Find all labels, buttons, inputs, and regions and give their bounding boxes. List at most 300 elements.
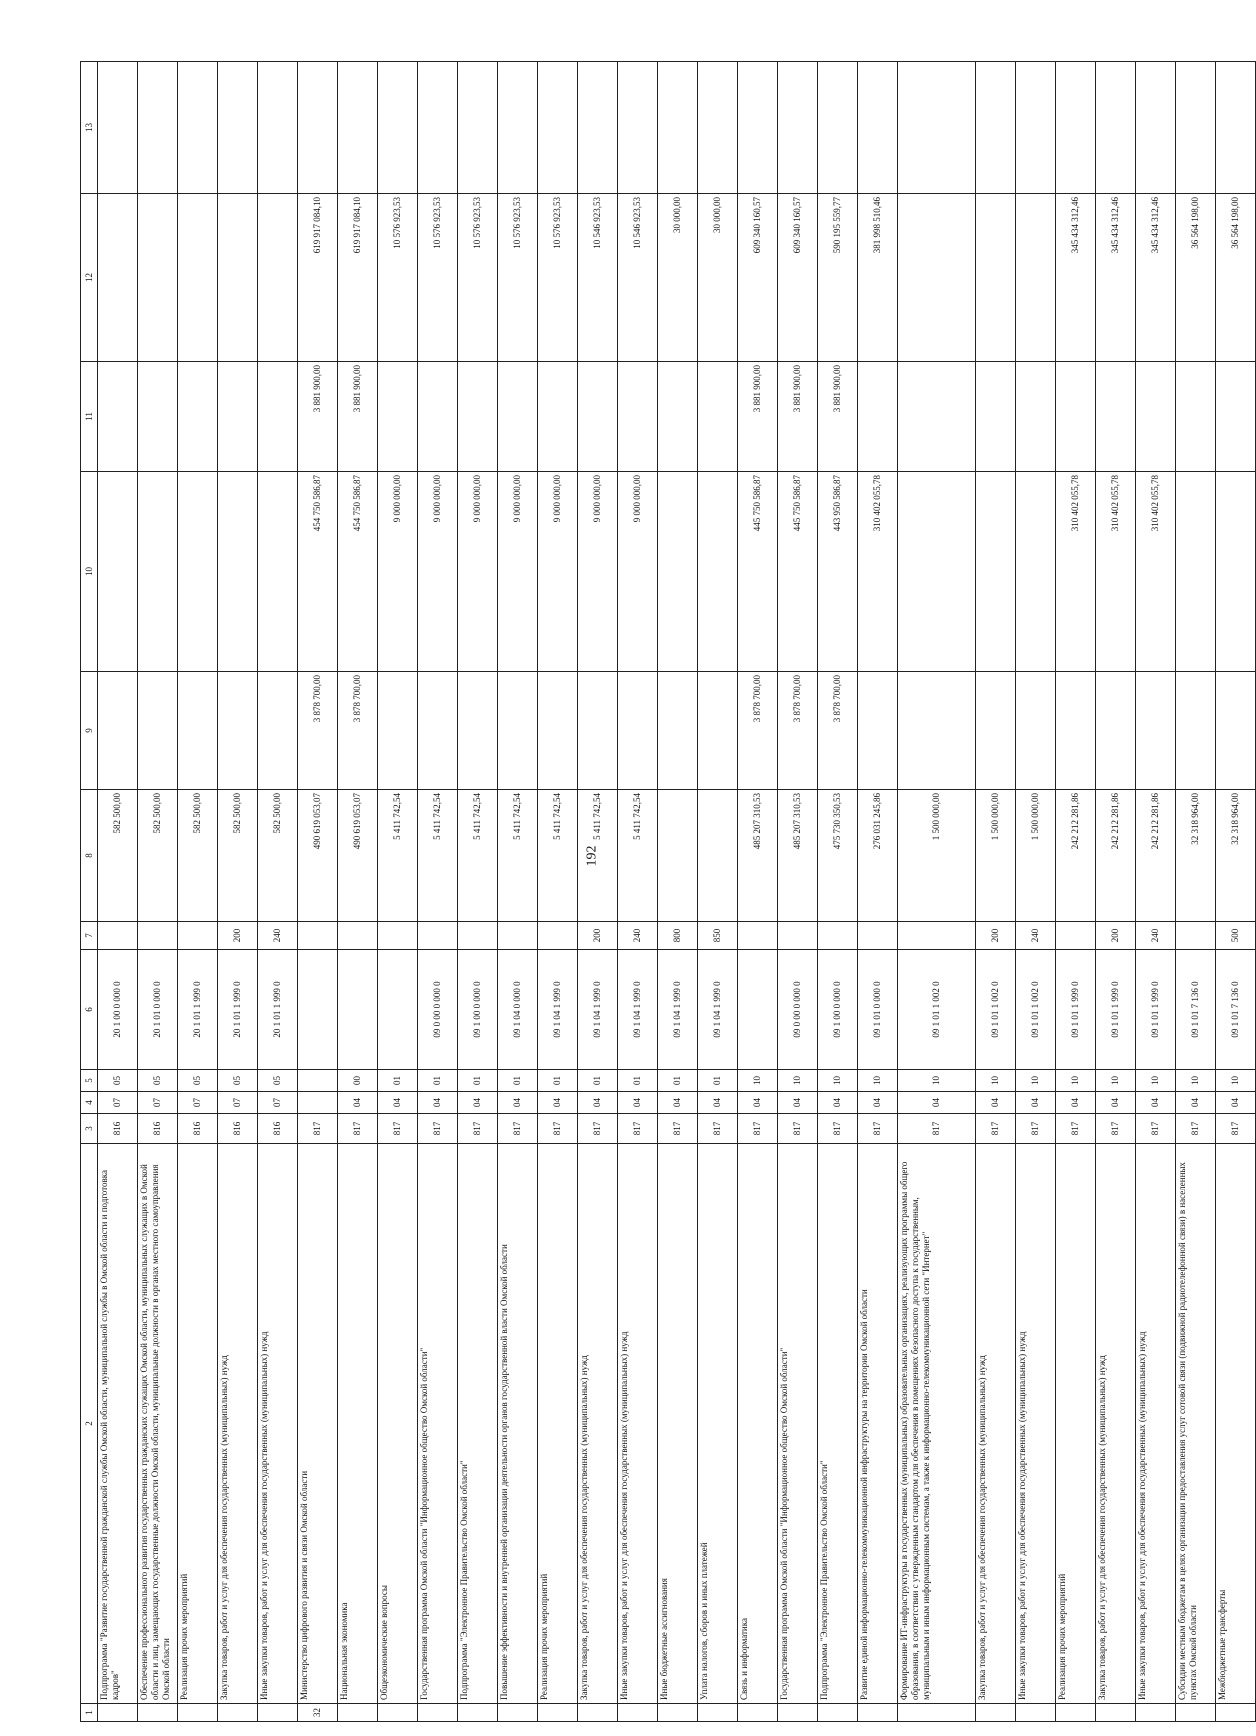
subsection-code-cell: 05 [258, 1070, 298, 1092]
amount-col10-cell [138, 472, 178, 672]
amount-col12-cell: 381 998 510,46 [858, 194, 898, 362]
subsection-code-cell: 10 [1176, 1070, 1216, 1092]
amount-col12-cell: 10 546 923,53 [578, 194, 618, 362]
amount-col9-cell [498, 672, 538, 790]
col-header: 5 [81, 1070, 98, 1092]
amount-col8-cell: 276 031 245,86 [858, 790, 898, 922]
amount-col11-cell [138, 362, 178, 472]
expense-type-cell [778, 922, 818, 950]
amount-col10-cell: 9 000 000,00 [458, 472, 498, 672]
amount-col8-cell: 5 411 742,54 [578, 790, 618, 922]
item-name-cell: Подпрограмма "Развитие государственной гражданской службы Омской области, муниципальной службы в Омской области и подготовка кадров" [98, 1144, 138, 1704]
row-number-cell [1216, 1704, 1256, 1722]
table-row [738, 62, 778, 1722]
target-article-cell: 09 1 01 1 999 0 [1136, 950, 1176, 1070]
amount-col8-cell: 242 212 281,86 [1136, 790, 1176, 922]
amount-col13-cell [138, 62, 178, 194]
amount-col12-cell: 10 546 923,53 [618, 194, 658, 362]
table-row [538, 62, 578, 1722]
section-code-cell: 04 [1176, 1092, 1216, 1114]
amount-col13-cell [778, 62, 818, 194]
item-name-cell: Министерство цифрового развития и связи Омской области [298, 1144, 338, 1704]
amount-col11-cell [418, 362, 458, 472]
amount-col12-cell: 36 564 198,00 [1216, 194, 1256, 362]
item-name-cell: Общеэкономические вопросы [378, 1144, 418, 1704]
expense-type-cell: 200 [976, 922, 1016, 950]
item-name-cell: Связь и информатика [738, 1144, 778, 1704]
amount-col9-cell [538, 672, 578, 790]
subsection-code-cell: 10 [1056, 1070, 1096, 1092]
section-code-cell: 04 [1056, 1092, 1096, 1114]
amount-col12-cell: 10 576 923,53 [458, 194, 498, 362]
row-number-cell [98, 1704, 138, 1722]
amount-col13-cell [1136, 62, 1176, 194]
amount-col9-cell [1216, 672, 1256, 790]
department-code-cell: 817 [738, 1114, 778, 1144]
amount-col9-cell [858, 672, 898, 790]
amount-col13-cell [498, 62, 538, 194]
amount-col12-cell: 590 195 559,77 [818, 194, 858, 362]
amount-col13-cell [458, 62, 498, 194]
item-name-cell: Закупка товаров, работ и услуг для обеспечения государственных (муниципальных) нужд [976, 1144, 1016, 1704]
item-name-cell: Реализация прочих мероприятий [1056, 1144, 1096, 1704]
item-name-cell: Подпрограмма "Электронное Правительство Омской области" [818, 1144, 858, 1704]
amount-col8-cell: 1 500 000,00 [1016, 790, 1056, 922]
row-number-cell [1136, 1704, 1176, 1722]
item-name-cell: Закупка товаров, работ и услуг для обеспечения государственных (муниципальных) нужд [578, 1144, 618, 1704]
subsection-code-cell: 10 [778, 1070, 818, 1092]
subsection-code-cell: 01 [538, 1070, 578, 1092]
amount-col9-cell: 3 878 700,00 [818, 672, 858, 790]
amount-col10-cell: 310 402 055,78 [1056, 472, 1096, 672]
amount-col12-cell [178, 194, 218, 362]
amount-col13-cell [1016, 62, 1056, 194]
amount-col10-cell: 310 402 055,78 [858, 472, 898, 672]
table-row [1016, 62, 1056, 1722]
section-code-cell: 07 [218, 1092, 258, 1114]
row-number-cell [178, 1704, 218, 1722]
amount-col9-cell [976, 672, 1016, 790]
row-number-cell [458, 1704, 498, 1722]
expense-type-cell: 240 [258, 922, 298, 950]
section-code-cell: 04 [898, 1092, 976, 1114]
department-code-cell: 817 [1056, 1114, 1096, 1144]
amount-col9-cell [1176, 672, 1216, 790]
col-header: 6 [81, 950, 98, 1070]
section-code-cell: 04 [858, 1092, 898, 1114]
amount-col8-cell: 1 500 000,00 [976, 790, 1016, 922]
amount-col11-cell [378, 362, 418, 472]
table-row [898, 62, 976, 1722]
amount-col9-cell [378, 672, 418, 790]
department-code-cell: 817 [658, 1114, 698, 1144]
amount-col8-cell: 582 500,00 [258, 790, 298, 922]
department-code-cell: 817 [618, 1114, 658, 1144]
amount-col11-cell [1176, 362, 1216, 472]
row-number-cell [698, 1704, 738, 1722]
subsection-code-cell: 10 [858, 1070, 898, 1092]
row-number-cell [618, 1704, 658, 1722]
item-name-cell: Обеспечение профессионального развития государственных гражданских служащих Омской области, муниципальных служащих в Омской области и лиц, замещающих государственные должности Омской области, муниципальные должности в органах местного самоуправления Омской области [138, 1144, 178, 1704]
amount-col9-cell: 3 878 700,00 [338, 672, 378, 790]
table-row [1216, 62, 1256, 1722]
department-code-cell: 817 [898, 1114, 976, 1144]
item-name-cell: Закупка товаров, работ и услуг для обеспечения государственных (муниципальных) нужд [218, 1144, 258, 1704]
department-code-cell: 817 [858, 1114, 898, 1144]
section-code-cell: 07 [138, 1092, 178, 1114]
expense-type-cell [898, 922, 976, 950]
table-row [1056, 62, 1096, 1722]
target-article-cell: 09 1 01 0 000 0 [858, 950, 898, 1070]
amount-col13-cell [1096, 62, 1136, 194]
amount-col11-cell: 3 881 900,00 [338, 362, 378, 472]
subsection-code-cell: 10 [898, 1070, 976, 1092]
item-name-cell: Реализация прочих мероприятий [538, 1144, 578, 1704]
target-article-cell: 20 1 00 0 000 0 [98, 950, 138, 1070]
amount-col12-cell: 345 434 312,46 [1096, 194, 1136, 362]
amount-col11-cell: 3 881 900,00 [738, 362, 778, 472]
amount-col13-cell [338, 62, 378, 194]
target-article-cell: 20 1 01 1 999 0 [258, 950, 298, 1070]
item-name-cell: Национальная экономика [338, 1144, 378, 1704]
amount-col10-cell: 443 950 586,87 [818, 472, 858, 672]
target-article-cell: 09 1 01 1 002 0 [1016, 950, 1056, 1070]
amount-col8-cell: 582 500,00 [178, 790, 218, 922]
amount-col8-cell: 32 318 964,00 [1216, 790, 1256, 922]
row-number-cell [778, 1704, 818, 1722]
table-row [378, 62, 418, 1722]
row-number-cell [658, 1704, 698, 1722]
expense-type-cell [378, 922, 418, 950]
table-row [578, 62, 618, 1722]
amount-col9-cell [658, 672, 698, 790]
section-code-cell: 04 [618, 1092, 658, 1114]
section-code-cell: 04 [698, 1092, 738, 1114]
amount-col12-cell [258, 194, 298, 362]
amount-col12-cell: 30 000,00 [698, 194, 738, 362]
amount-col8-cell: 490 619 053,07 [298, 790, 338, 922]
amount-col11-cell [898, 362, 976, 472]
section-code-cell: 07 [258, 1092, 298, 1114]
amount-col8-cell: 582 500,00 [98, 790, 138, 922]
section-code-cell: 04 [818, 1092, 858, 1114]
amount-col9-cell [1056, 672, 1096, 790]
target-article-cell: 09 1 04 1 999 0 [698, 950, 738, 1070]
amount-col9-cell [258, 672, 298, 790]
item-name-cell: Формирование ИТ-инфраструктуры в государственных (муниципальных) образовательных организациях, реализующих программы общего образования, в соответствии с утвержденным стандартом для обеспечения в помещениях безопасного доступа к государственным, муниципальным и иным информационным системам, а также к информационно-телекоммуникационной сети "Интернет" [898, 1144, 976, 1704]
amount-col8-cell: 475 730 350,53 [818, 790, 858, 922]
subsection-code-cell: 01 [378, 1070, 418, 1092]
target-article-cell: 09 1 01 1 002 0 [976, 950, 1016, 1070]
amount-col10-cell: 9 000 000,00 [578, 472, 618, 672]
amount-col12-cell: 345 434 312,46 [1136, 194, 1176, 362]
table-row [98, 62, 138, 1722]
expense-type-cell [538, 922, 578, 950]
department-code-cell: 817 [778, 1114, 818, 1144]
item-name-cell: Государственная программа Омской области "Информационное общество Омской области" [778, 1144, 818, 1704]
table-row [458, 62, 498, 1722]
amount-col10-cell: 9 000 000,00 [378, 472, 418, 672]
amount-col13-cell [378, 62, 418, 194]
amount-col9-cell [578, 672, 618, 790]
page-number: 192 [584, 845, 600, 867]
subsection-code-cell: 00 [338, 1070, 378, 1092]
amount-col11-cell [178, 362, 218, 472]
amount-col13-cell [618, 62, 658, 194]
amount-col13-cell [258, 62, 298, 194]
section-code-cell: 04 [578, 1092, 618, 1114]
amount-col13-cell [976, 62, 1016, 194]
amount-col12-cell: 345 434 312,46 [1056, 194, 1096, 362]
section-code-cell [298, 1092, 338, 1114]
col-header: 8 [81, 790, 98, 922]
amount-col8-cell: 485 207 310,53 [778, 790, 818, 922]
section-code-cell: 04 [976, 1092, 1016, 1114]
amount-col13-cell [218, 62, 258, 194]
amount-col12-cell: 36 564 198,00 [1176, 194, 1216, 362]
amount-col8-cell: 5 411 742,54 [618, 790, 658, 922]
item-name-cell: Иные бюджетные ассигнования [658, 1144, 698, 1704]
department-code-cell: 817 [1176, 1114, 1216, 1144]
col-header: 3 [81, 1114, 98, 1144]
subsection-code-cell: 05 [218, 1070, 258, 1092]
amount-col8-cell [698, 790, 738, 922]
department-code-cell: 816 [178, 1114, 218, 1144]
header-row [81, 62, 98, 1722]
amount-col13-cell [898, 62, 976, 194]
col-header: 4 [81, 1092, 98, 1114]
amount-col9-cell [618, 672, 658, 790]
table-row [976, 62, 1016, 1722]
section-code-cell: 07 [178, 1092, 218, 1114]
expense-type-cell: 200 [218, 922, 258, 950]
amount-col10-cell: 9 000 000,00 [418, 472, 458, 672]
target-article-cell: 09 0 00 0 000 0 [778, 950, 818, 1070]
table-row [658, 62, 698, 1722]
target-article-cell: 20 1 01 1 999 0 [218, 950, 258, 1070]
target-article-cell: 09 1 01 7 136 0 [1176, 950, 1216, 1070]
expense-type-cell [818, 922, 858, 950]
department-code-cell: 817 [818, 1114, 858, 1144]
target-article-cell: 09 1 04 1 999 0 [538, 950, 578, 1070]
col-header: 13 [81, 62, 98, 194]
target-article-cell: 20 1 01 0 000 0 [138, 950, 178, 1070]
section-code-cell: 04 [778, 1092, 818, 1114]
rotated-page [80, 62, 1240, 1722]
amount-col13-cell [658, 62, 698, 194]
department-code-cell: 816 [218, 1114, 258, 1144]
target-article-cell: 09 1 04 1 999 0 [618, 950, 658, 1070]
department-code-cell: 816 [258, 1114, 298, 1144]
expense-type-cell: 240 [618, 922, 658, 950]
table-row [1176, 62, 1216, 1722]
department-code-cell: 817 [578, 1114, 618, 1144]
amount-col9-cell [458, 672, 498, 790]
section-code-cell: 04 [418, 1092, 458, 1114]
amount-col8-cell: 490 619 053,07 [338, 790, 378, 922]
expense-type-cell: 200 [578, 922, 618, 950]
amount-col13-cell [698, 62, 738, 194]
subsection-code-cell: 10 [1216, 1070, 1256, 1092]
department-code-cell: 817 [538, 1114, 578, 1144]
section-code-cell: 04 [498, 1092, 538, 1114]
amount-col8-cell: 485 207 310,53 [738, 790, 778, 922]
amount-col9-cell: 3 878 700,00 [738, 672, 778, 790]
amount-col12-cell: 619 917 084,10 [338, 194, 378, 362]
table-row [138, 62, 178, 1722]
section-code-cell: 04 [1016, 1092, 1056, 1114]
amount-col11-cell: 3 881 900,00 [298, 362, 338, 472]
amount-col11-cell [1136, 362, 1176, 472]
col-header: 10 [81, 472, 98, 672]
amount-col10-cell: 9 000 000,00 [618, 472, 658, 672]
amount-col9-cell [898, 672, 976, 790]
amount-col12-cell [1016, 194, 1056, 362]
expense-type-cell [738, 922, 778, 950]
item-name-cell: Реализация прочих мероприятий [178, 1144, 218, 1704]
amount-col8-cell [658, 790, 698, 922]
expense-type-cell [418, 922, 458, 950]
amount-col10-cell: 310 402 055,78 [1096, 472, 1136, 672]
amount-col11-cell [258, 362, 298, 472]
amount-col13-cell [98, 62, 138, 194]
expense-type-cell [298, 922, 338, 950]
expense-type-cell [458, 922, 498, 950]
section-code-cell: 04 [338, 1092, 378, 1114]
amount-col10-cell: 454 750 586,87 [338, 472, 378, 672]
section-code-cell: 04 [378, 1092, 418, 1114]
expense-type-cell [338, 922, 378, 950]
table-row [1136, 62, 1176, 1722]
amount-col9-cell [138, 672, 178, 790]
amount-col9-cell [1136, 672, 1176, 790]
table-row [218, 62, 258, 1722]
item-name-cell: Уплата налогов, сборов и иных платежей [698, 1144, 738, 1704]
amount-col12-cell: 10 576 923,53 [538, 194, 578, 362]
amount-col8-cell: 582 500,00 [218, 790, 258, 922]
subsection-code-cell: 10 [738, 1070, 778, 1092]
department-code-cell: 817 [338, 1114, 378, 1144]
subsection-code-cell: 01 [658, 1070, 698, 1092]
table-row [698, 62, 738, 1722]
subsection-code-cell: 01 [618, 1070, 658, 1092]
target-article-cell: 09 1 01 1 999 0 [1056, 950, 1096, 1070]
amount-col8-cell: 5 411 742,54 [458, 790, 498, 922]
table-row [338, 62, 378, 1722]
table-row [178, 62, 218, 1722]
amount-col12-cell: 10 576 923,53 [418, 194, 458, 362]
section-code-cell: 04 [458, 1092, 498, 1114]
row-number-cell [578, 1704, 618, 1722]
department-code-cell: 817 [1016, 1114, 1056, 1144]
expense-type-cell [138, 922, 178, 950]
amount-col8-cell: 5 411 742,54 [538, 790, 578, 922]
table-row [778, 62, 818, 1722]
table-row [1096, 62, 1136, 1722]
amount-col13-cell [538, 62, 578, 194]
item-name-cell: Закупка товаров, работ и услуг для обеспечения государственных (муниципальных) нужд [1096, 1144, 1136, 1704]
amount-col13-cell [298, 62, 338, 194]
expense-type-cell [858, 922, 898, 950]
amount-col8-cell: 5 411 742,54 [378, 790, 418, 922]
row-number-cell [818, 1704, 858, 1722]
item-name-cell: Иные закупки товаров, работ и услуг для обеспечения государственных (муниципальных) нужд [618, 1144, 658, 1704]
row-number-cell [1096, 1704, 1136, 1722]
subsection-code-cell: 01 [458, 1070, 498, 1092]
amount-col10-cell [258, 472, 298, 672]
item-name-cell: Иные закупки товаров, работ и услуг для обеспечения государственных (муниципальных) нужд [258, 1144, 298, 1704]
item-name-cell: Государственная программа Омской области "Информационное общество Омской области" [418, 1144, 458, 1704]
row-number-cell [218, 1704, 258, 1722]
target-article-cell: 09 1 04 1 999 0 [578, 950, 618, 1070]
amount-col9-cell [418, 672, 458, 790]
subsection-code-cell: 10 [818, 1070, 858, 1092]
table-row [818, 62, 858, 1722]
table-row [298, 62, 338, 1722]
amount-col11-cell [976, 362, 1016, 472]
row-number-cell [898, 1704, 976, 1722]
amount-col9-cell [1096, 672, 1136, 790]
target-article-cell: 09 1 01 1 999 0 [1096, 950, 1136, 1070]
amount-col11-cell [458, 362, 498, 472]
subsection-code-cell: 10 [976, 1070, 1016, 1092]
table-row [258, 62, 298, 1722]
amount-col12-cell [138, 194, 178, 362]
col-header: 12 [81, 194, 98, 362]
department-code-cell: 817 [378, 1114, 418, 1144]
row-number-cell [498, 1704, 538, 1722]
expense-type-cell: 240 [1016, 922, 1056, 950]
amount-col12-cell [898, 194, 976, 362]
item-name-cell: Иные закупки товаров, работ и услуг для обеспечения государственных (муниципальных) нужд [1016, 1144, 1056, 1704]
amount-col11-cell [698, 362, 738, 472]
subsection-code-cell: 01 [498, 1070, 538, 1092]
table-row [858, 62, 898, 1722]
amount-col12-cell: 30 000,00 [658, 194, 698, 362]
amount-col11-cell [1216, 362, 1256, 472]
amount-col8-cell: 5 411 742,54 [418, 790, 458, 922]
amount-col11-cell [98, 362, 138, 472]
amount-col8-cell: 1 500 000,00 [898, 790, 976, 922]
amount-col12-cell [98, 194, 138, 362]
col-header: 11 [81, 362, 98, 472]
target-article-cell: 09 1 00 0 000 0 [458, 950, 498, 1070]
expense-type-cell [1056, 922, 1096, 950]
amount-col9-cell: 3 878 700,00 [778, 672, 818, 790]
item-name-cell: Подпрограмма "Электронное Правительство Омской области" [458, 1144, 498, 1704]
amount-col11-cell [1096, 362, 1136, 472]
item-name-cell: Иные закупки товаров, работ и услуг для обеспечения государственных (муниципальных) нужд [1136, 1144, 1176, 1704]
expense-type-cell: 500 [1216, 922, 1256, 950]
amount-col13-cell [738, 62, 778, 194]
amount-col13-cell [178, 62, 218, 194]
amount-col13-cell [1176, 62, 1216, 194]
amount-col12-cell: 609 340 160,57 [778, 194, 818, 362]
subsection-code-cell [298, 1070, 338, 1092]
amount-col10-cell [98, 472, 138, 672]
subsection-code-cell: 05 [178, 1070, 218, 1092]
amount-col10-cell: 310 402 055,78 [1136, 472, 1176, 672]
section-code-cell: 04 [738, 1092, 778, 1114]
subsection-code-cell: 01 [418, 1070, 458, 1092]
subsection-code-cell: 10 [1136, 1070, 1176, 1092]
department-code-cell: 817 [976, 1114, 1016, 1144]
row-number-cell [858, 1704, 898, 1722]
amount-col9-cell [698, 672, 738, 790]
row-number-cell [1176, 1704, 1216, 1722]
amount-col12-cell: 10 576 923,53 [378, 194, 418, 362]
amount-col10-cell: 9 000 000,00 [538, 472, 578, 672]
